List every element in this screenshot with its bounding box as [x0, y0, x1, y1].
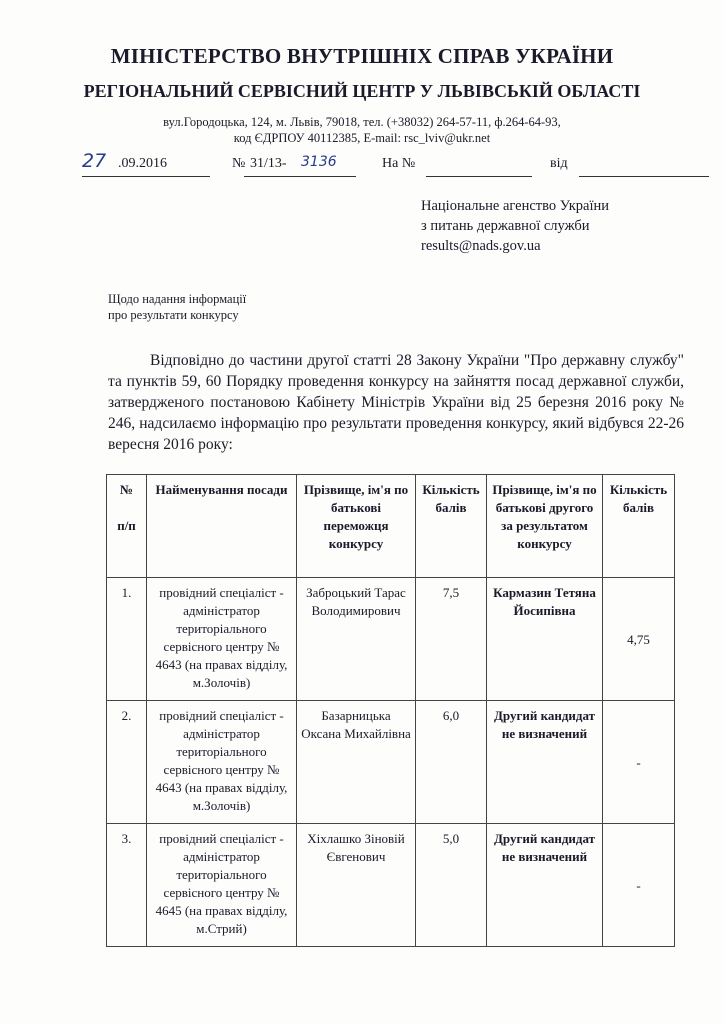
ref-underline [426, 156, 532, 177]
ref-label: На № [382, 156, 416, 171]
from-underline [579, 156, 709, 177]
row-score1: 6,0 [416, 701, 487, 824]
row-second: Другий кандидат не визначений [487, 701, 603, 824]
number-underline [244, 156, 356, 177]
table-row [107, 701, 675, 824]
ministry-title: МІНІСТЕРСТВО ВНУТРІШНІХ СПРАВ УКРАЇНИ [110, 44, 614, 68]
number-value: 31/13- [250, 156, 287, 171]
center-title: РЕГІОНАЛЬНИЙ СЕРВІСНИЙ ЦЕНТР У ЛЬВІВСЬКІЙ ОБЛАСТІ [83, 81, 641, 101]
date-rest: .09.2016 [118, 156, 167, 171]
header-position: Найменування посади [147, 475, 297, 578]
subject-line-1: Щодо надання інформації [108, 292, 247, 306]
address-line-1: вул.Городоцька, 124, м. Львів, 79018, тел. (+38032) 264-57-11, ф.264-64-93, [163, 115, 561, 129]
row-score1: 5,0 [416, 824, 487, 947]
handwritten-day: 27 [82, 150, 107, 172]
row-score2: 4,75 [603, 578, 675, 701]
date-underline [82, 156, 210, 177]
address-line-2: код ЄДРПОУ 40112385, E-mail: rsc_lviv@ukr.net [233, 131, 491, 145]
subject [108, 291, 246, 323]
table-header-row [107, 475, 675, 578]
addressee [421, 196, 609, 256]
results-table [106, 474, 675, 947]
header-second: Прізвище, ім'я по батькові другого за результатом конкурсу [487, 475, 603, 578]
addressee-line-2: з питань державної служби [421, 218, 590, 234]
number-label: № [232, 156, 246, 171]
row-position: провідний спеціаліст - адміністратор територіального сервісного центру № 4643 (на правах відділу, м.Золочів) [147, 701, 297, 824]
addressee-line-1: Національне агенство України [421, 198, 609, 214]
header-score1: Кількість балів [416, 475, 487, 578]
row-second: Кармазин Тетяна Йосипівна [487, 578, 603, 701]
row-winner: Базарницька Оксана Михайлівна [297, 701, 416, 824]
row-num: 3. [107, 824, 147, 947]
row-winner: Хіхлашко Зіновій Євгенович [297, 824, 416, 947]
registration-line [82, 150, 722, 182]
row-num: 1. [107, 578, 147, 701]
from-label: від [550, 156, 568, 171]
row-score2: - [603, 701, 675, 824]
header-score2: Кількість балів [603, 475, 675, 578]
row-position: провідний спеціаліст - адміністратор територіального сервісного центру № 4643 (на правах відділу, м.Золочів) [147, 578, 297, 701]
body-paragraph: Відповідно до частини другої статті 28 Закону України "Про державну службу" та пунктів 59, 60 Порядку проведення конкурсу на зайняття посад державної служби, затвердженого постановою Кабінету Міністрів України від 25 березня 2016 року № 246, надсилаємо інформацію про результати проведення конкурсу, який відбувся 22-26 вересня 2016 року: [108, 352, 684, 453]
handwritten-number: 3136 [301, 154, 337, 170]
header-winner: Прізвище, ім'я по батькові переможця конкурсу [297, 475, 416, 578]
header-num: № п/п [107, 475, 147, 578]
table-row [107, 824, 675, 947]
row-winner: Заброцький Тарас Володимирович [297, 578, 416, 701]
row-score2: - [603, 824, 675, 947]
subject-line-2: про результати конкурсу [108, 308, 239, 322]
body-text [108, 350, 684, 455]
addressee-email: results@nads.gov.ua [421, 238, 541, 254]
row-position: провідний спеціаліст - адміністратор територіального сервісного центру № 4645 (на правах відділу, м.Стрий) [147, 824, 297, 947]
row-second: Другий кандидат не визначений [487, 824, 603, 947]
table-row [107, 578, 675, 701]
row-num: 2. [107, 701, 147, 824]
row-score1: 7,5 [416, 578, 487, 701]
